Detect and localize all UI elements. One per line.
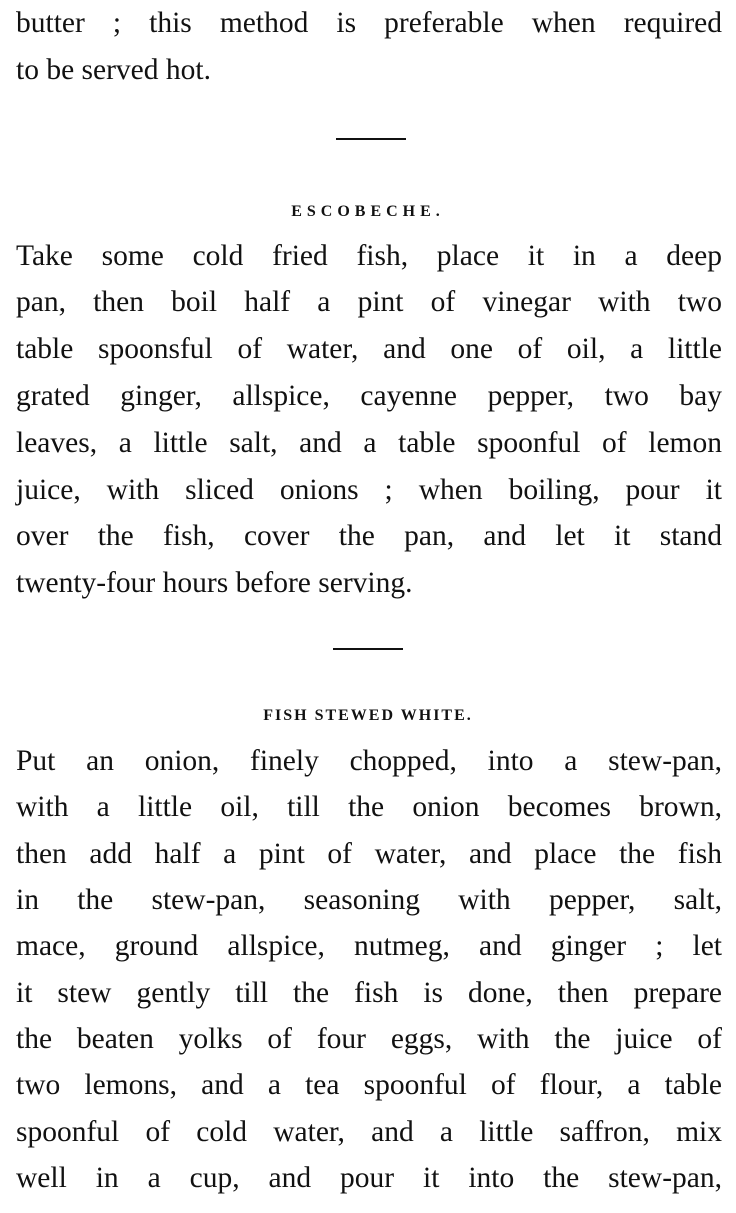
text-line: two lemons, and a tea spoonful of flour, a table (16, 1069, 722, 1101)
recipe-heading-fish-stewed-white: FISH STEWED WHITE. (263, 707, 473, 724)
text-line: spoonful of cold water, and a little saffron, mix (16, 1116, 722, 1148)
text-line: mace, ground allspice, nutmeg, and ginger ; let (16, 930, 722, 962)
text-line: Put an onion, finely chopped, into a stew-pan, (16, 745, 722, 777)
text-line: table spoonsful of water, and one of oil, a little (16, 333, 722, 365)
section-divider (333, 648, 403, 650)
text-line: it stew gently till the fish is done, then prepare (16, 977, 722, 1009)
text-line: in the stew-pan, seasoning with pepper, salt, (16, 884, 722, 916)
recipe-heading-escobeche: ESCOBECHE. (291, 203, 445, 220)
text-line: butter ; this method is preferable when required (16, 7, 722, 39)
text-line: pan, then boil half a pint of vinegar with two (16, 286, 722, 318)
text-line: over the fish, cover the pan, and let it stand (16, 520, 722, 552)
text-line: twenty-four hours before serving. (16, 567, 413, 599)
text-line: Take some cold fried fish, place it in a deep (16, 240, 722, 272)
text-line: to be served hot. (16, 54, 211, 86)
text-line: grated ginger, allspice, cayenne pepper, two bay (16, 380, 722, 412)
section-divider (336, 138, 406, 140)
text-line: leaves, a little salt, and a table spoonful of lemon (16, 427, 722, 459)
text-line: then add half a pint of water, and place the fish (16, 838, 722, 870)
text-line: with a little oil, till the onion becomes brown, (16, 791, 722, 823)
text-line: juice, with sliced onions ; when boiling, pour it (16, 474, 722, 506)
text-line: well in a cup, and pour it into the stew-pan, (16, 1162, 722, 1194)
text-line: the beaten yolks of four eggs, with the juice of (16, 1023, 722, 1055)
